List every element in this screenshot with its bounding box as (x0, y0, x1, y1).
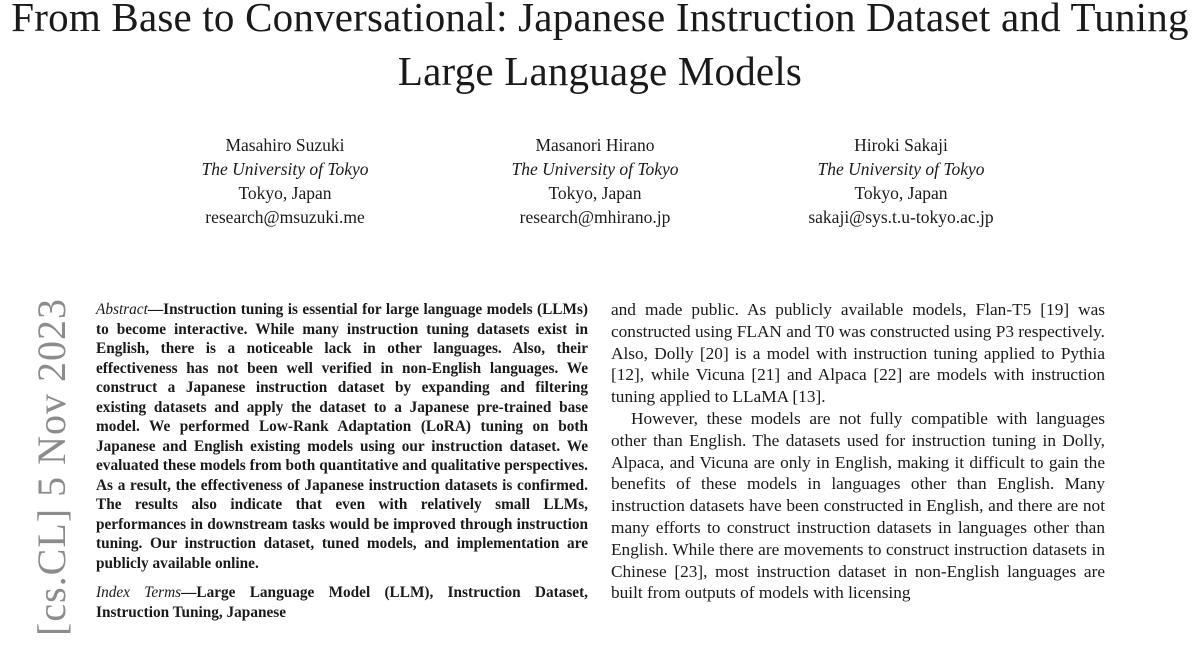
author-name: Masahiro Suzuki (225, 135, 345, 155)
paper-title: From Base to Conversational: Japanese Instruction Dataset and Tuning Large Language Models (11, 0, 1189, 94)
body-column (611, 299, 1105, 604)
author-affiliation: The University of Tokyo (817, 159, 985, 179)
author-email: research@msuzuki.me (205, 207, 365, 227)
body-paragraph-1: and made public. As publicly available models, Flan-T5 [19] was constructed using FLAN and T0 was constructed using P3 respectively. Also, Dolly [20] is a model with instruction tuning applied to Pythia [12], while Vicuna [21] and Alpaca [22] are models with instruction tuning applied to LLaMA [13]. (611, 300, 1105, 407)
author-email: research@mhirano.jp (519, 207, 671, 227)
author-block-1 (135, 133, 435, 229)
author-block-3 (751, 133, 1051, 229)
author-email: sakaji@sys.t.u-tokyo.ac.jp (808, 207, 994, 227)
author-affiliation: The University of Tokyo (511, 159, 679, 179)
author-location: Tokyo, Japan (854, 183, 948, 203)
abstract (96, 300, 588, 573)
author-name: Masanori Hirano (535, 135, 655, 155)
arxiv-side-stamp: [cs.CL] 5 Nov 2023 (29, 298, 74, 636)
index-terms-text: —Large Language Model (LLM), Instruction Dataset, Instruction Tuning, Japanese (96, 584, 589, 621)
author-location: Tokyo, Japan (238, 183, 332, 203)
abstract-text: —Instruction tuning is essential for large language models (LLMs) to become interactive. While many instruction tuning datasets exist in English, there is a noticeable lack in other languages. Also, their effectiveness has not been well verified in non-English languages. We construct a Japanese instruction dataset by expanding and filtering existing datasets and apply the dataset to a Japanese pre-trained base model. We performed Low-Rank Adaptation (LoRA) tuning on both Japanese and English existing models using our instruction dataset. We evaluated these models from both quantitative and qualitative perspectives. As a result, the effectiveness of Japanese instruction datasets is confirmed. The results also indicate that even with relatively small LLMs, performances in downstream tasks would be improved through instruction tuning. Our instruction dataset, tuned models, and implementation are publicly available online. (96, 301, 588, 572)
body-paragraph-2: However, these models are not fully compatible with languages other than English. The datasets used for instruction tuning in Dolly, Alpaca, and Vicuna are only in English, making it difficult to gain the benefits of these models in languages other than English. Many instruction datasets have been constructed in English, and there are not many efforts to construct instruction datasets in languages other than English. While there are movements to construct instruction datasets in Chinese [23], most instruction dataset in non-English languages are built from outputs of models with licensing (611, 408, 1105, 603)
author-affiliation: The University of Tokyo (201, 159, 369, 179)
author-location: Tokyo, Japan (548, 183, 642, 203)
author-block-2 (445, 133, 745, 229)
index-terms (96, 583, 588, 622)
abstract-column (96, 300, 588, 622)
abstract-label: Abstract (96, 301, 148, 318)
author-name: Hiroki Sakaji (854, 135, 948, 155)
index-terms-label: Index Terms (96, 584, 182, 601)
